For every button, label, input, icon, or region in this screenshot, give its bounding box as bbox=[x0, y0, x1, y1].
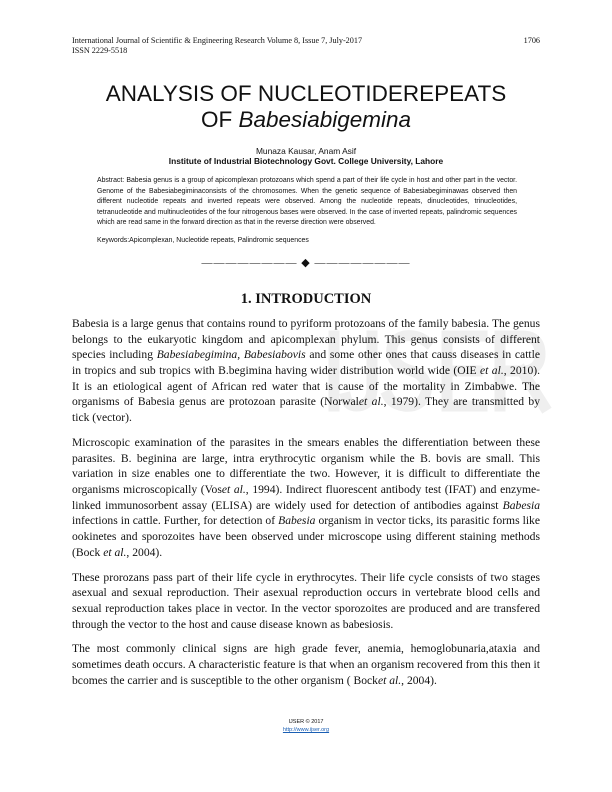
italic-text: et al. bbox=[221, 483, 246, 496]
page-number: 1706 bbox=[523, 36, 540, 45]
italic-text: et al. bbox=[480, 364, 504, 378]
italic-text: et al. bbox=[377, 673, 402, 687]
paragraph bbox=[72, 570, 540, 633]
footer bbox=[72, 718, 540, 734]
italic-text: Babesia bbox=[502, 498, 540, 512]
journal-name: International Journal of Scientific & Engineering Research Volume 8, Issue 7, July-2017 bbox=[72, 36, 363, 45]
title-species: Babesiabigemina bbox=[238, 107, 412, 132]
paragraph bbox=[72, 316, 540, 426]
italic-text: Babesiabegimina, Babesiabovis bbox=[156, 348, 306, 362]
body-text bbox=[72, 316, 540, 688]
author-block bbox=[72, 146, 540, 166]
italic-text: Babesia bbox=[278, 514, 316, 528]
text-run: Microscopic examination of the parasites in the smears enables the differentiation between these parasites. B. beginina are large, intra erythrocytic organism while the B. bovis are small. This variation in size enables one to differentiate the two. However, it is difficult to differentiate the organisms microscopically (Vos bbox=[72, 435, 540, 496]
title-line-2 bbox=[72, 107, 540, 133]
paragraph bbox=[72, 435, 540, 561]
abstract: Abstract: Babesia genus is a group of apicomplexan protozoans which spend a part of their life cycle in host and other part in the vector. Genome of the Babesiabegiminaconsists of the chromosomes. When the genetic sequence of Babesiabegiminawas observed then different nucleotide repeats and inverted repeats were observed. Among the nucleotide repeats, dinucleotides, trinucleotides, tetranucleotide and multinucleotides of the four nitrogenous bases were observed. In the case of inverted repeats, palindromic sequences which are read same in the forward direction as that in the reverse direction were observed. bbox=[97, 177, 517, 227]
text-run: infections in cattle. Further, for detection of bbox=[72, 514, 279, 528]
keywords: Keywords:Apicomplexan, Nucleotide repeats, Palindromic sequences bbox=[97, 236, 309, 244]
issn: ISSN 2229-5518 bbox=[72, 45, 128, 55]
text-run: , 1994). Indirect fluorescent antibody test (IFAT) and enzyme-linked immunosorbent assay (ELISA) are widely used for detection of antibodies against bbox=[72, 483, 541, 512]
text-run: The most commonly clinical signs are high grade fever, anemia, hemoglobunaria,ataxia and sometimes death occurs. A characteristic feature is that when an organism recovered from this then it bcomes the carrier and is susceptible to the other organism ( Bock bbox=[72, 642, 540, 687]
running-header bbox=[72, 36, 540, 55]
text-run: , 2010). It is an etiological agent of African red water that is cause of the mortality in Zimbabwe. The organisms of Babesia genus are protozoan parasite (Norwal bbox=[72, 364, 541, 409]
footer-copyright: IJSER © 2017 bbox=[288, 719, 324, 726]
text-run: Babesia is a large genus that contains round to pyriform protozoans of the family babesia. The genus belongs to the eukaryotic kingdom and apicomplexan phylum. This genus consists of different species including bbox=[72, 316, 540, 362]
text-run: , 2004). bbox=[401, 673, 437, 687]
italic-text: et al. bbox=[358, 395, 384, 409]
section-heading: 1. INTRODUCTION bbox=[240, 290, 372, 307]
separator: ———————— ◆ ———————— bbox=[201, 256, 411, 269]
text-run: organism in vector ticks, its parasitic forms like ookinetes and sporozoites have been observed under microscope using different staining methods (Bock bbox=[72, 514, 540, 559]
author-names: Munaza Kausar, Anam Asif bbox=[255, 146, 357, 156]
affiliation: Institute of Industrial Biotechnology Govt. College University, Lahore bbox=[168, 156, 444, 166]
text-run: , 2004). bbox=[126, 545, 163, 559]
title-line-1: ANALYSIS OF NUCLEOTIDEREPEATS bbox=[105, 81, 507, 106]
text-run: , 1979). They are transmitted by tick (vector). bbox=[72, 395, 541, 425]
title-prefix: OF bbox=[200, 107, 239, 132]
text-run: These prorozans pass part of their life cycle in erythrocytes. Their life cycle consists of two stages asexual and sexual reproduction. Their asexual reproduction occurs in vertebrate blood cells and sexual reproduction takes place in vector. In the vector sporozoites are produced and are transfered through the vector to the host and cause disease known as babesiosis. bbox=[72, 570, 540, 631]
italic-text: et al. bbox=[103, 545, 127, 559]
paper-title bbox=[72, 81, 540, 133]
paragraph bbox=[72, 641, 540, 688]
text-run: and some other ones that causs diseases in cattle in tropics and sub tropics with B.begimina having wider distribution world wide (OIE bbox=[72, 348, 541, 378]
footer-link[interactable]: http://www.ijser.org bbox=[282, 727, 330, 734]
